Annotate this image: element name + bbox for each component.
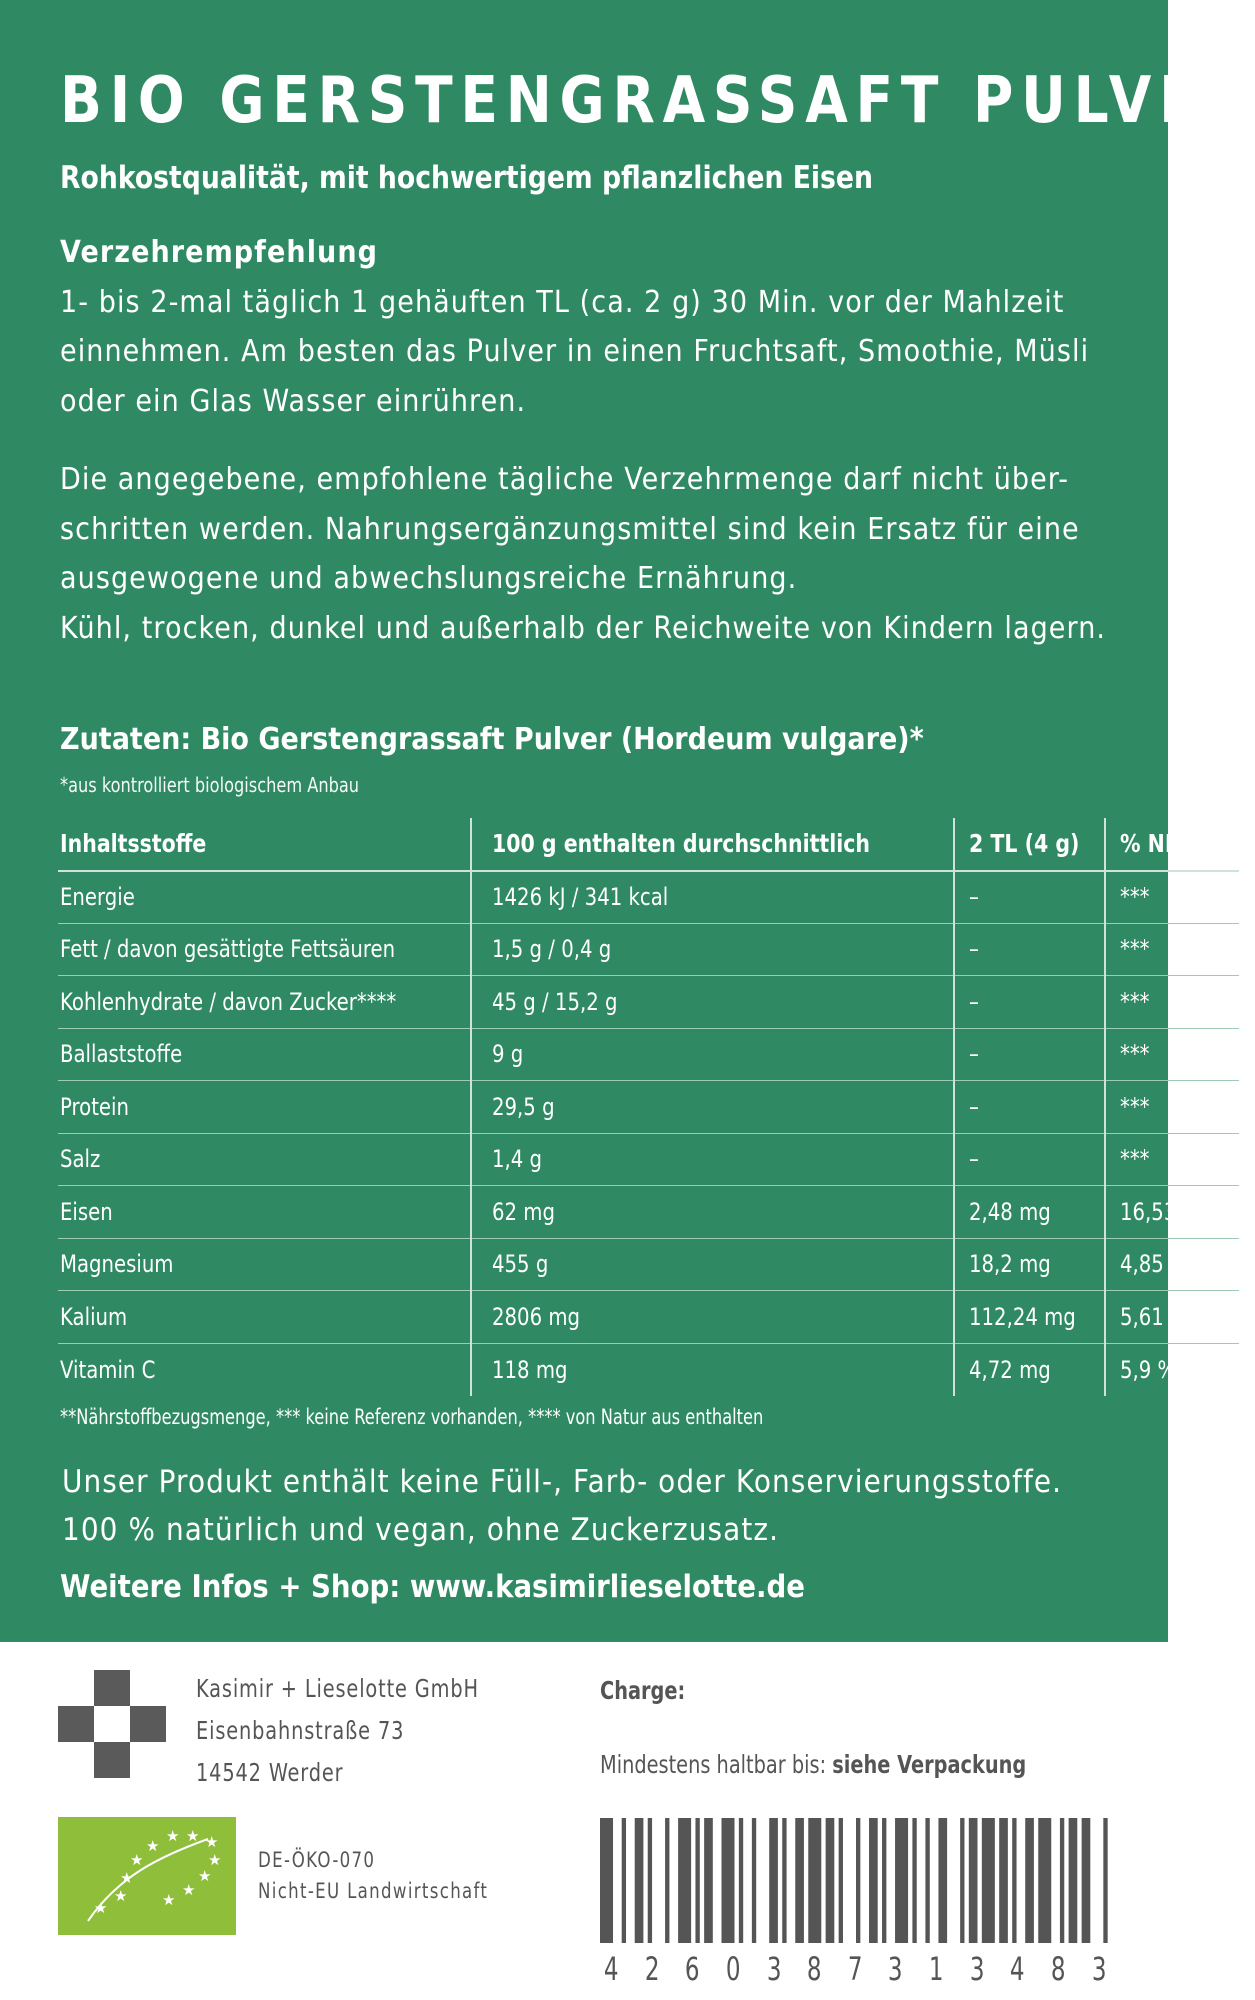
barcode-digit: 3 — [766, 1950, 782, 1988]
nrv-value: *** — [1105, 1133, 1239, 1186]
svg-text:★: ★ — [114, 1887, 128, 1905]
best-before-label: Mindestens haltbar bis: — [600, 1750, 827, 1779]
ingredients-title: Zutaten: Bio Gerstengrassaft Pulver (Hordeum vulgare)* — [60, 722, 924, 757]
barcode-bar — [895, 1818, 908, 1943]
barcode-digit: 8 — [807, 1950, 822, 1988]
nutrient-name: Eisen — [58, 1186, 471, 1239]
barcode-bar — [1082, 1818, 1091, 1943]
per-serving-value: 4,72 mg — [954, 1343, 1105, 1396]
barcode-bar — [938, 1818, 947, 1943]
svg-text:★: ★ — [146, 1837, 160, 1855]
svg-text:★: ★ — [198, 1867, 212, 1885]
product-note — [62, 1458, 1062, 1554]
nutrition-row — [58, 871, 1239, 924]
company-name: Kasimir + Lieselotte GmbH — [196, 1674, 479, 1703]
shop-link[interactable]: Weitere Infos + Shop: www.kasimirlieselotte.de — [60, 1569, 805, 1605]
best-before — [600, 1750, 1026, 1779]
nutrition-row — [58, 923, 1239, 976]
nrv-value: 5,9 % — [1105, 1343, 1239, 1396]
nutrient-name: Kalium — [58, 1291, 471, 1344]
barcode-bar — [1038, 1818, 1051, 1943]
barcode-digit: 0 — [725, 1950, 741, 1988]
barcode-bar — [678, 1818, 691, 1943]
usage-section — [60, 228, 1090, 426]
barcode-bar — [882, 1818, 886, 1943]
nutrient-name: Ballaststoffe — [58, 1028, 471, 1081]
nutrition-row — [58, 1291, 1239, 1344]
warning-line: schritten werden. Nahrungsergänzungsmittel sind kein Ersatz für eine — [60, 511, 1080, 547]
per-serving-value: 2,48 mg — [954, 1186, 1105, 1239]
nutrition-header-row — [58, 818, 1239, 871]
barcode-bar — [782, 1818, 786, 1943]
per-100g-value: 29,5 g — [471, 1081, 954, 1134]
per-100g-value: 45 g / 15,2 g — [471, 976, 954, 1029]
barcode-bar — [960, 1818, 964, 1943]
product-title: BIO GERSTENGRASSAFT PULVER — [60, 64, 1255, 138]
nutrition-row — [58, 1133, 1239, 1186]
usage-line: 1- bis 2-mal täglich 1 gehäuften TL (ca. 2 g) 30 Min. vor der Mahlzeit — [60, 284, 1065, 320]
nutrient-name: Energie — [60, 883, 135, 911]
svg-text:★: ★ — [186, 1827, 200, 1845]
nutrition-table — [58, 818, 1239, 1396]
nrv-value: *** — [1105, 1081, 1239, 1134]
per-serving-value: 112,24 mg — [954, 1291, 1105, 1344]
barcode-digit: 4 — [1010, 1950, 1025, 1988]
per-100g-value: 2806 mg — [471, 1291, 954, 1344]
barcode-bar — [826, 1818, 835, 1943]
nutrition-row — [58, 1028, 1239, 1081]
barcode-bar — [695, 1818, 699, 1943]
nrv-value: 5,61 % — [1105, 1291, 1239, 1344]
svg-text:★: ★ — [94, 1899, 108, 1917]
nrv-value: *** — [1105, 871, 1239, 924]
barcode-bar — [1103, 1818, 1107, 1943]
per-100g-value: 1,4 g — [471, 1133, 954, 1186]
product-subtitle: Rohkostqualität, mit hochwertigem pflanzlichen Eisen — [60, 160, 873, 196]
nutrition-row — [58, 1343, 1239, 1396]
usage-heading: Verzehrempfehlung — [60, 235, 379, 270]
barcode-bar — [739, 1818, 743, 1943]
per-100g-value: 455 g — [471, 1238, 954, 1291]
barcode-bar — [856, 1818, 860, 1943]
usage-line: oder ein Glas Wasser einrühren. — [60, 383, 527, 419]
nrv-value: *** — [1105, 1028, 1239, 1081]
warning-line: Die angegebene, empfohlene tägliche Verzehrmenge darf nicht über- — [60, 462, 1070, 497]
barcode-digit: 2 — [644, 1950, 660, 1988]
barcode-bar — [795, 1818, 804, 1943]
per-100g-value: 1,5 g / 0,4 g — [471, 923, 954, 976]
nutrient-name: Kohlenhydrate / davon Zucker**** — [58, 976, 471, 1029]
header-nrv: % NRV** — [1105, 818, 1239, 871]
nrv-value: 16,53 % — [1105, 1186, 1239, 1239]
barcode-bar — [600, 1818, 613, 1943]
svg-text:★: ★ — [120, 1869, 134, 1887]
warning-line: Kühl, trocken, dunkel und außerhalb der Reichweite von Kindern lagern. — [60, 610, 1107, 646]
barcode-digit: 1 — [928, 1950, 944, 1988]
company-logo — [58, 1670, 166, 1778]
barcode-bar — [665, 1818, 669, 1943]
svg-text:★: ★ — [205, 1833, 219, 1851]
per-serving-value: – — [954, 976, 1105, 1029]
barcode-digits — [600, 1950, 1112, 1988]
per-serving-value: – — [954, 871, 1105, 924]
nrv-value: 4,85 % — [1105, 1238, 1239, 1291]
per-100g-value: 118 mg — [471, 1343, 954, 1396]
nutrition-row — [58, 976, 1239, 1029]
svg-text:★: ★ — [130, 1851, 144, 1869]
barcode-digit: 6 — [685, 1950, 700, 1988]
barcode-bar — [969, 1818, 978, 1943]
per-serving-value: – — [954, 923, 1105, 976]
svg-text:★: ★ — [182, 1881, 196, 1899]
nutrient-name: Protein — [58, 1081, 471, 1134]
warning-section — [60, 455, 1107, 653]
nutrition-row — [58, 1238, 1239, 1291]
best-before-value: siehe Verpackung — [832, 1750, 1027, 1779]
header-nutrient: Inhaltsstoffe — [58, 818, 471, 871]
barcode-bar — [1069, 1818, 1078, 1943]
company-city: 14542 Werder — [196, 1758, 344, 1787]
barcode-bar — [925, 1818, 929, 1943]
barcode-digit: 3 — [1091, 1950, 1107, 1988]
per-100g-value: 1426 kJ / 341 kcal — [471, 871, 954, 924]
usage-line: einnehmen. Am besten das Pulver in einen Fruchtsaft, Smoothie, Müsli — [60, 334, 1090, 369]
barcode-digit: 8 — [1050, 1950, 1066, 1988]
barcode-digit: 4 — [603, 1950, 619, 1988]
eu-organic-leaf-icon — [58, 1817, 236, 1935]
per-serving-value: 18,2 mg — [954, 1238, 1105, 1291]
eco-control-info — [258, 1845, 488, 1907]
barcode — [600, 1818, 1112, 1943]
barcode-digit: 7 — [847, 1950, 863, 1988]
nrv-value: *** — [1105, 923, 1239, 976]
eco-code: DE-ÖKO-070 — [258, 1848, 376, 1872]
header-per-100g: 100 g enthalten durchschnittlich — [471, 818, 954, 871]
nutrient-name: Magnesium — [58, 1238, 471, 1291]
barcode-bar — [622, 1818, 626, 1943]
barcode-bar — [769, 1818, 778, 1943]
per-serving-value: – — [954, 1133, 1105, 1186]
per-100g-value: 62 mg — [471, 1186, 954, 1239]
charge-label: Charge: — [600, 1676, 686, 1705]
warning-line: ausgewogene und abwechslungsreiche Ernährung. — [60, 561, 798, 596]
barcode-bar — [999, 1818, 1008, 1943]
barcode-bar — [635, 1818, 644, 1943]
nrv-value: *** — [1105, 976, 1239, 1029]
barcode-bar — [1060, 1818, 1064, 1943]
nutrient-name: Fett / davon gesättigte Fettsäuren — [58, 923, 471, 976]
barcode-bar — [752, 1818, 756, 1943]
svg-text:★: ★ — [166, 1827, 180, 1845]
barcode-bar — [912, 1818, 916, 1943]
barcode-bar — [1012, 1818, 1016, 1943]
barcode-bar — [1025, 1818, 1034, 1943]
company-address — [196, 1668, 479, 1794]
barcode-bar — [648, 1818, 652, 1943]
barcode-bar — [721, 1818, 734, 1943]
nutrition-footnote: **Nährstoffbezugsmenge, *** keine Referenz vorhanden, **** von Natur aus enthalten — [60, 1405, 764, 1429]
barcode-bar — [704, 1818, 713, 1943]
svg-text:★: ★ — [162, 1891, 176, 1909]
nutrient-name: Salz — [58, 1133, 471, 1186]
header-per-serving: 2 TL (4 g) — [954, 818, 1105, 871]
nutrition-row — [58, 1081, 1239, 1134]
product-note-line: 100 % natürlich und vegan, ohne Zuckerzusatz. — [62, 1512, 780, 1548]
nutrient-name: Vitamin C — [58, 1343, 471, 1396]
company-street: Eisenbahnstraße 73 — [196, 1716, 405, 1745]
ingredients-note: *aus kontrolliert biologischem Anbau — [60, 773, 360, 797]
barcode-bar — [808, 1818, 821, 1943]
barcode-digit: 3 — [888, 1950, 903, 1988]
barcode-bar — [982, 1818, 995, 1943]
product-note-line: Unser Produkt enthält keine Füll-, Farb- oder Konservierungsstoffe. — [62, 1464, 1063, 1500]
per-serving-value: – — [954, 1081, 1105, 1134]
barcode-digit: 3 — [969, 1950, 985, 1988]
eco-origin: Nicht-EU Landwirtschaft — [258, 1879, 489, 1903]
nutrition-row — [58, 1186, 1239, 1239]
barcode-bar — [869, 1818, 878, 1943]
barcode-bar — [839, 1818, 843, 1943]
per-serving-value: – — [954, 1028, 1105, 1081]
svg-text:★: ★ — [208, 1851, 222, 1869]
per-100g-value: 9 g — [471, 1028, 954, 1081]
